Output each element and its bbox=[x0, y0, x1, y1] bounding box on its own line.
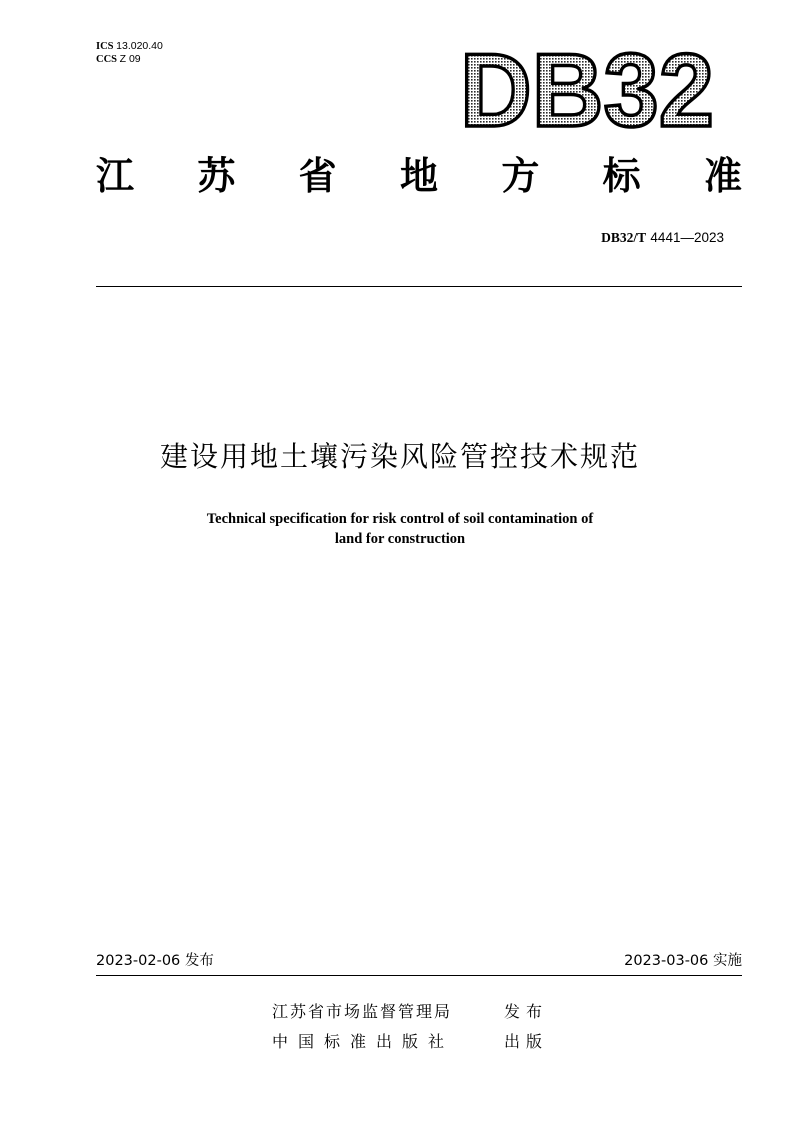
english-title bbox=[100, 509, 700, 549]
header-divider bbox=[96, 286, 742, 287]
issue-date: 2023-02-06 发布 bbox=[96, 953, 214, 969]
province-title-char: 标 bbox=[602, 154, 641, 198]
chinese-title: 建设用地土壤污染风险管控技术规范 bbox=[159, 440, 640, 473]
province-title-char: 方 bbox=[501, 154, 540, 198]
ccs-code bbox=[96, 53, 163, 66]
ics-label: ICS bbox=[96, 41, 114, 52]
press-line bbox=[272, 1031, 548, 1053]
publisher-organization: 江苏省市场监督管理局 bbox=[272, 1002, 453, 1021]
ccs-label: CCS bbox=[96, 54, 118, 65]
implementation-date: 2023-03-06 实施 bbox=[624, 953, 742, 969]
press-organization: 中国标准出版社 bbox=[272, 1032, 455, 1051]
footer-divider bbox=[96, 975, 742, 976]
ccs-value: Z 09 bbox=[119, 53, 141, 65]
press-action: 出版 bbox=[504, 1032, 549, 1051]
publisher-action: 发布 bbox=[504, 1002, 549, 1021]
english-title-line: land for construction bbox=[334, 531, 466, 547]
ics-value: 13.020.40 bbox=[116, 40, 163, 52]
standard-number-value: 4441—2023 bbox=[650, 230, 724, 245]
classification-codes bbox=[96, 40, 163, 66]
standard-number-prefix: DB32/T bbox=[601, 230, 647, 245]
logo-text: DB32 bbox=[460, 40, 714, 136]
province-title-char: 江 bbox=[96, 154, 135, 198]
province-title-char: 省 bbox=[298, 154, 337, 198]
province-title-char: 地 bbox=[399, 154, 438, 198]
standard-number bbox=[601, 230, 724, 246]
province-standard-title bbox=[96, 150, 742, 202]
ics-code bbox=[96, 40, 163, 53]
province-title-char: 准 bbox=[703, 154, 742, 198]
publisher-line bbox=[272, 1001, 548, 1023]
db32-logo bbox=[456, 40, 718, 136]
english-title-line: Technical specification for risk control of soil contamination of bbox=[206, 511, 594, 527]
province-title-char: 苏 bbox=[197, 154, 236, 198]
